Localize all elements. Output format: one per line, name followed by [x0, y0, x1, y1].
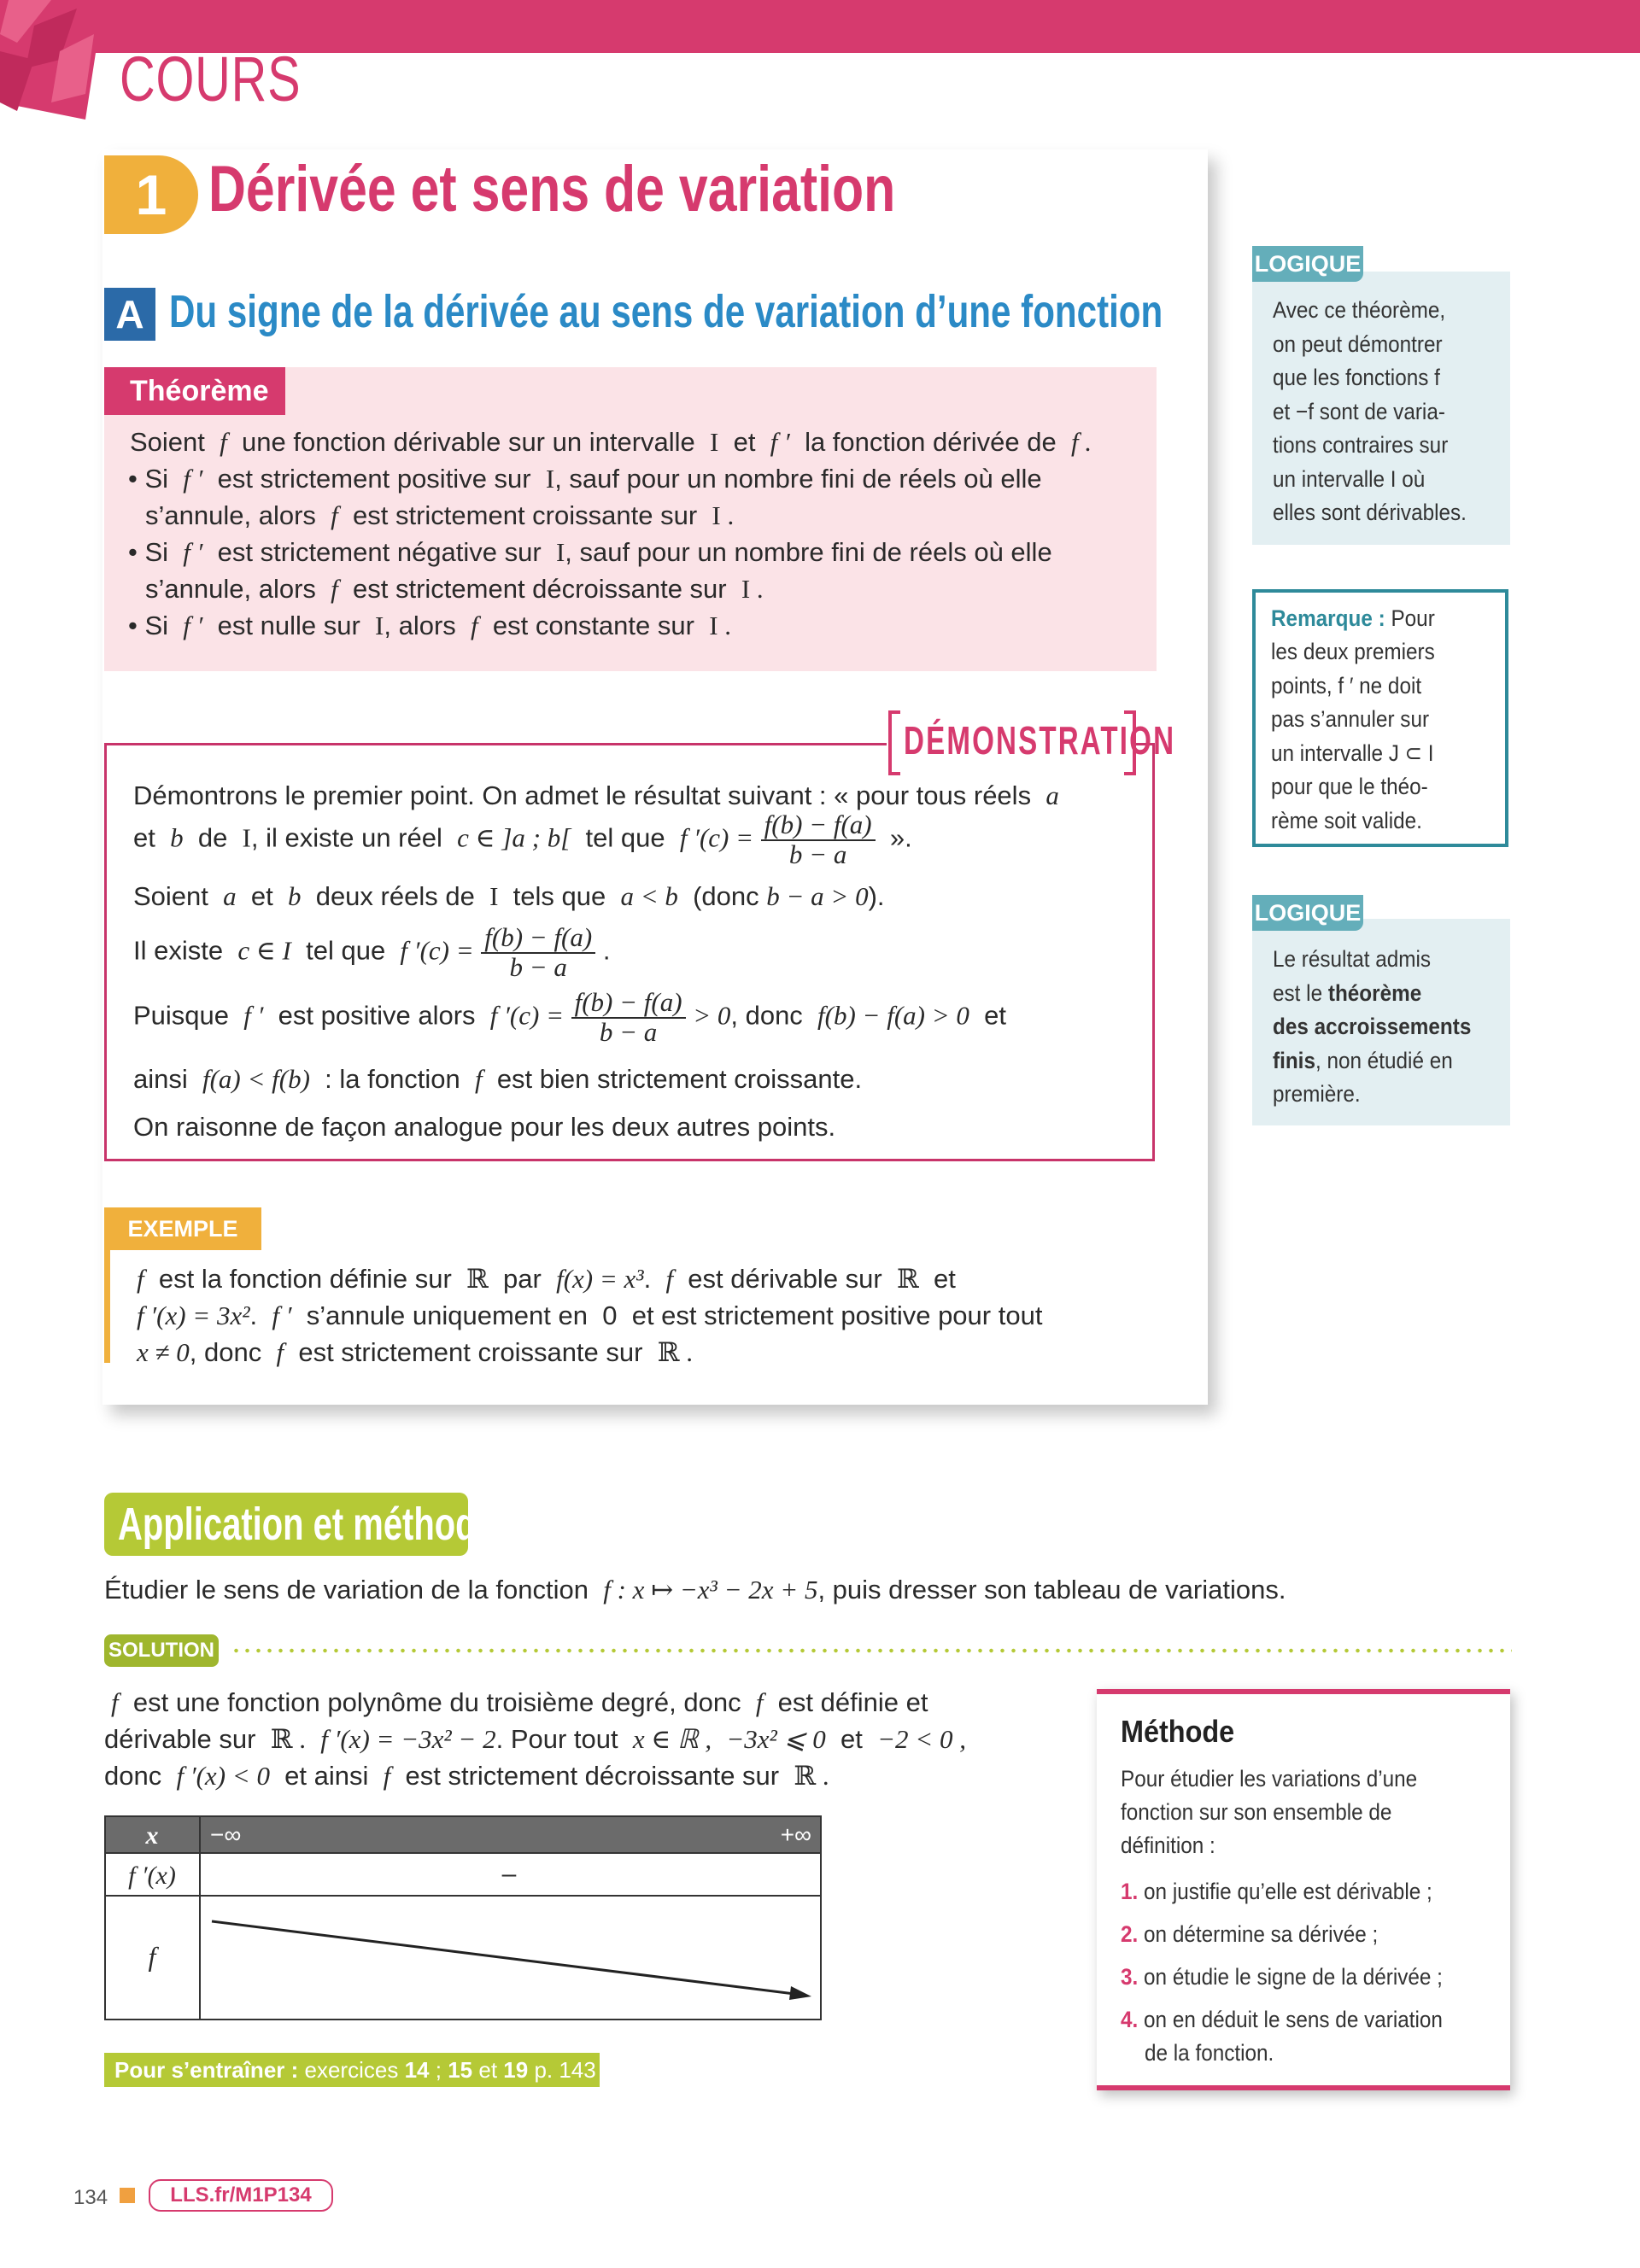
method-step-2: 2. on détermine sa dérivée ; — [1121, 1921, 1379, 1947]
logique-line: un intervalle I où — [1273, 466, 1426, 492]
remarque-line: pas s’annuler sur — [1271, 706, 1430, 732]
solution-line-2: dérivable sur ℝ . f ′(x) = −3x² − 2. Pour tout x ∈ ℝ , −3x² ⩽ 0 et −2 < 0 , — [104, 1724, 966, 1754]
arrow-head — [789, 1986, 811, 2000]
solution-tag: SOLUTION — [104, 1634, 219, 1667]
method-top-bar — [1097, 1689, 1510, 1694]
example-bar — [104, 1250, 110, 1363]
demonstration-tag: DÉMONSTRATION — [904, 718, 1176, 763]
table-x-header: x — [145, 1821, 159, 1850]
logique-line: elles sont dérivables. — [1273, 500, 1467, 525]
fraction-2: $\frac{f(b) - f(a)}{b - a}$ — [481, 924, 595, 981]
section-label: COURS — [120, 44, 302, 114]
logique2-line-2: est le théorème — [1273, 980, 1422, 1006]
variation-table — [104, 1815, 822, 2020]
logique-line: Avec ce théorème, — [1273, 297, 1446, 323]
example-tag: EXEMPLE — [104, 1207, 261, 1250]
method-step-4-cont: de la fonction. — [1145, 2040, 1274, 2066]
demo-line-2: et b de I, il existe un réel c ∈ ]a ; b[ tel que f ′(c) = $\frac{f(b) - f(a)}{b - a}$ ». — [133, 810, 912, 869]
dotted-separator — [231, 1648, 1512, 1653]
example-line-3: x ≠ 0, donc f est strictement croissante sur ℝ . — [137, 1337, 693, 1367]
table-fprime-header: f ′(x) — [128, 1862, 176, 1890]
method-step-3: 3. on étudie le signe de la dérivée ; — [1121, 1964, 1443, 1990]
method-intro: fonction sur son ensemble de — [1121, 1799, 1392, 1825]
table-plus-inf: +∞ — [780, 1821, 811, 1848]
method-intro: Pour étudier les variations d’une — [1121, 1766, 1418, 1792]
footer-link[interactable]: LLS.fr/M1P134 — [149, 2179, 333, 2212]
method-intro: définition : — [1121, 1833, 1215, 1858]
method-step-1: 1. on justifie qu’elle est dérivable ; — [1121, 1879, 1432, 1904]
solution-line-3: donc f ′(x) < 0 et ainsi f est strictement décroissante sur ℝ . — [104, 1761, 829, 1791]
page-number: 134 — [73, 2186, 108, 2209]
logique2-line-3: des accroissements — [1273, 1014, 1472, 1039]
training-banner: Pour s’entraîner : exercices 14 ; 15 et 19 p. 143 — [104, 2053, 600, 2087]
table-minus-inf: −∞ — [210, 1821, 242, 1848]
logique-line: et −f sont de varia- — [1273, 399, 1445, 424]
table-sign: – — [501, 1860, 517, 1888]
example-line-1: f est la fonction définie sur ℝ par f(x) = x³. f est dérivable sur ℝ et — [137, 1264, 956, 1294]
theorem-bullet-2-line-2: s’annule, alors f est strictement décroissante sur I . — [145, 574, 764, 604]
remarque-line-1: Remarque : Pour — [1271, 605, 1435, 631]
logique-tag-2: LOGIQUE — [1252, 895, 1363, 931]
section-title: Dérivée et sens de variation — [208, 153, 896, 225]
section-number: 1 — [104, 155, 198, 234]
application-statement: Étudier le sens de variation de la fonction f : x ↦ −x³ − 2x + 5, puis dresser son tableau de variations. — [104, 1575, 1286, 1605]
theorem-bullet-2-line-1: • Si f ′ est strictement négative sur I, sauf pour un nombre fini de réels où elle — [128, 537, 1052, 567]
remarque-line: les deux premiers — [1271, 639, 1435, 664]
demo-line-6: ainsi f(a) < f(b) : la fonction f est bien strictement croissante. — [133, 1064, 863, 1094]
solution-line-1: f est une fonction polynôme du troisième degré, donc f est définie et — [111, 1687, 928, 1717]
method-bottom-bar — [1097, 2085, 1510, 2090]
demo-line-7: On raisonne de façon analogue pour les deux autres points. — [133, 1112, 836, 1142]
logique2-line-5: première. — [1273, 1081, 1361, 1107]
theorem-bullet-1-line-1: • Si f ′ est strictement positive sur I, sauf pour un nombre fini de réels où elle — [128, 464, 1042, 494]
theorem-bullet-3: • Si f ′ est nulle sur I, alors f est constante sur I . — [128, 611, 732, 640]
demo-line-4: Il existe c ∈ I tel que f ′(c) = $\frac{f(b) - f(a)}{b - a}$ . — [133, 922, 611, 982]
fraction-1: $\frac{f(b) - f(a)}{b - a}$ — [761, 811, 876, 868]
theorem-intro: Soient f une fonction dérivable sur un intervalle I et f ′ la fonction dérivée de f . — [130, 427, 1092, 457]
remarque-line: rème soit valide. — [1271, 808, 1422, 833]
example-line-2: f ′(x) = 3x². f ′ s’annule uniquement en 0 et est strictement positive pour tout — [137, 1301, 1043, 1330]
remarque-line: un intervalle J ⊂ I — [1271, 740, 1434, 766]
theorem-bullet-1-line-2: s’annule, alors f est strictement croissante sur I . — [145, 500, 735, 530]
logique-line: tions contraires sur — [1273, 432, 1449, 458]
logique-line: on peut démontrer — [1273, 331, 1443, 357]
method-step-4: 4. on en déduit le sens de variation — [1121, 2007, 1443, 2032]
logique-line: que les fonctions f — [1273, 365, 1440, 390]
table-f-header: f — [148, 1941, 156, 1972]
decreasing-arrow — [212, 1921, 801, 1995]
subsection-title: Du signe de la dérivée au sens de variation d’une fonction — [169, 286, 1163, 337]
subsection-letter: A — [104, 288, 155, 341]
demo-line-5: Puisque f ′ est positive alors f ′(c) = $\frac{f(b) - f(a)}{b - a}$ > 0, donc f(b) − f(a) > 0 et — [133, 987, 1006, 1047]
demo-line-3: Soient a et b deux réels de I tels que a < b (donc b − a > 0). — [133, 881, 885, 911]
method-title: Méthode — [1121, 1714, 1235, 1749]
logique2-line-1: Le résultat admis — [1273, 946, 1432, 972]
application-tag: Application et méthode — [104, 1493, 468, 1556]
footer-square — [120, 2188, 135, 2203]
remarque-line: points, f ′ ne doit — [1271, 673, 1422, 699]
theorem-tag: Théorème — [104, 367, 285, 415]
logique2-line-4: finis, non étudié en — [1273, 1048, 1453, 1073]
fraction-3: $\frac{f(b) - f(a)}{b - a}$ — [571, 989, 686, 1046]
header-bar — [282, 0, 1640, 53]
demo-line-1: Démontrons le premier point. On admet le résultat suivant : « pour tous réels a — [133, 780, 1059, 810]
logique-tag-1: LOGIQUE — [1252, 246, 1363, 282]
remarque-line: pour que le théo- — [1271, 774, 1428, 799]
bracket-left — [888, 710, 900, 775]
